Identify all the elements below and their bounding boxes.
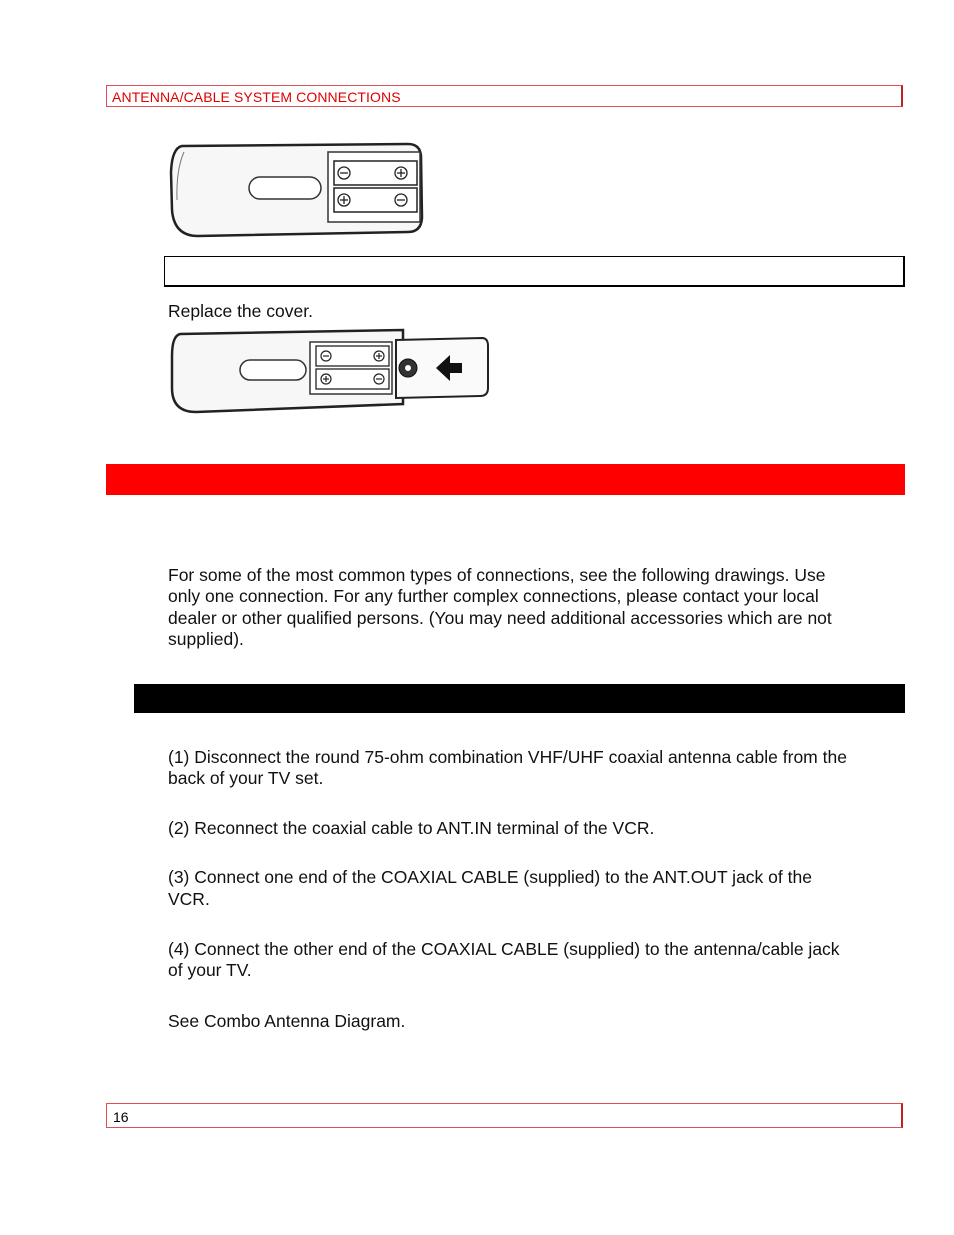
remote-cover-icon — [168, 322, 498, 417]
intro-line-2: only one connection. For any further complex connections, please contact your local — [168, 586, 819, 606]
step-3-line-1: (3) Connect one end of the COAXIAL CABLE (supplied) to the ANT.OUT jack of the — [168, 867, 812, 887]
step-1-line-1: (1) Disconnect the round 75-ohm combination VHF/UHF coaxial antenna cable from the — [168, 747, 847, 767]
section-bar-black — [134, 684, 905, 713]
remote-battery-icon — [168, 140, 428, 240]
step-1-line-2: back of your TV set. — [168, 768, 324, 788]
intro-line-4: supplied). — [168, 629, 244, 649]
see-diagram-text: See Combo Antenna Diagram. — [168, 1011, 406, 1031]
page-header — [106, 85, 903, 107]
section-bar-red — [106, 464, 905, 495]
step-4-line-1: (4) Connect the other end of the COAXIAL CABLE (supplied) to the antenna/cable jack — [168, 939, 840, 959]
blank-note-box — [164, 256, 905, 287]
step-4-line-2: of your TV. — [168, 960, 252, 980]
step-2: (2) Reconnect the coaxial cable to ANT.IN terminal of the VCR. — [168, 818, 655, 838]
replace-cover-text: Replace the cover. — [168, 301, 313, 321]
intro-line-1: For some of the most common types of connections, see the following drawings. Use — [168, 565, 826, 585]
intro-line-3: dealer or other qualified persons. (You may need additional accessories which are not — [168, 608, 832, 628]
page-number: 16 — [113, 1109, 129, 1125]
step-3-line-2: VCR. — [168, 889, 210, 909]
page-header-title: ANTENNA/CABLE SYSTEM CONNECTIONS — [112, 89, 401, 105]
page-footer — [106, 1103, 903, 1128]
